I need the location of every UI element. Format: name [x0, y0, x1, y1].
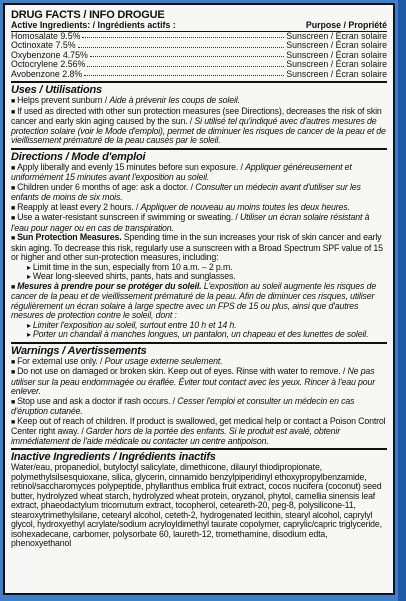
text-segment: Keep out of reach of children. If product is swallowed, get medical help or contact a Poison Control Center right away. / [11, 415, 386, 436]
active-ingredients-list [11, 32, 387, 80]
active-ingredient-row [11, 70, 387, 80]
directions-item [11, 213, 387, 233]
text-segment: Garder hors de la portée des enfants. Si le produit est avalé, obtenir immédiatement de l'aide médicale ou contacter un centre antipoison. [11, 426, 340, 446]
uses-item [11, 107, 387, 146]
leader-dots [90, 51, 284, 58]
text-segment: Si utilisé tel qu'indiqué avec d'autres mesures de protection solaire (voir le Mode d'emploi), permet de diminuer les risques de cancer de la peau et de vieillissement prématuré de la peau causés par le soleil. [11, 116, 386, 145]
directions-list [11, 163, 387, 340]
directions-item [11, 282, 387, 321]
warnings-item [11, 367, 387, 397]
directions-item [11, 163, 387, 183]
text-segment: Aide à prévenir les coups de soleil. [109, 95, 240, 105]
text-segment: Consulter un médecin avant d'utiliser sur les enfants de moins de six mois. [11, 181, 361, 202]
text-segment: Porter un chandail à manches longues, un pantalon, un chapeau et des lunettes de soleil. [32, 329, 369, 339]
directions-heading: Directions / Mode d'emploi [11, 150, 146, 163]
leader-dots [78, 41, 285, 48]
text-segment: Cesser l'emploi et consulter un médecin en cas d'éruption cutanée. [11, 395, 355, 416]
inactive-ingredients-text: Water/eau, propanediol, butyloctyl salicylate, dimethicone, dilauryl thiodipropionate, polymethylsilsesquioxane, silica, glycerin, cinnamido benzylpiperidinyl ethoxypropylbenzamide, retinol/saccharomyces polypeptide, phyllanthus emblica fruit extract, cocos nucifera (coconut) seed butter, hydrolyzed wheat starch, hydrolyzed wheat protein, oryzanol, phytol, camellia sinensis leaf extract, phaeodactylum tricornutum extract, tocopherol, ceteareth-20, peg-8, polysilicone-11, stearoxytrimethylsilane, cetearyl alcohol, ceteth-2, hydrogenated lecithin, stearyl alcohol, caprylyl glycol, hydroxyethyl acrylate/sodium acryloyldimethyl taurate copolymer, caprylic/capric triglyceride, isohexadecane, carbomer, polysorbate 60, laureth-12, tromethamine, disodium edta, phenoxyethanol [11, 462, 382, 548]
text-segment: Apply liberally and evenly 15 minutes before sun exposure. / [17, 161, 246, 172]
purpose-heading: Purpose / Propriété [305, 20, 387, 30]
warnings-list [11, 357, 387, 447]
text-segment: Spending time in the sun increases your risk of skin cancer and early skin aging. To decrease this risk, regularly use a sunscreen with a Broad Spectrum SPF value of 15 or higher and other sun-protection measures, including: [11, 232, 383, 262]
warnings-item [11, 417, 387, 447]
text-segment: Sun Protection Measures. [17, 232, 122, 242]
active-ingredient-name: Octocrylene 2.56% [11, 59, 86, 69]
active-ingredient-purpose: Sunscreen / Écran solaire [286, 40, 387, 50]
active-ingredient-name: Avobenzone 2.8% [11, 68, 83, 79]
warnings-item [11, 397, 387, 417]
divider [11, 448, 387, 450]
text-segment: Use a water-resistant sunscreen if swimming or sweating. / [17, 212, 240, 222]
text-segment: Pour usage externe seulement. [104, 355, 223, 366]
drug-facts-title: DRUG FACTS / INFO DROGUE [11, 9, 165, 21]
warnings-heading: Warnings / Avertissements [11, 344, 147, 357]
text-segment: For external use only. / [17, 355, 105, 366]
active-ingredient-purpose: Sunscreen / Écran solaire [286, 68, 387, 79]
divider [11, 81, 387, 83]
active-ingredient-purpose: Sunscreen / Écran solaire [286, 59, 387, 69]
active-ingredients-heading: Active Ingredients: / Ingrédients actifs : [11, 20, 176, 30]
text-segment: Stop use and ask a doctor if rash occurs. / [17, 395, 178, 406]
text-segment: Do not use on damaged or broken skin. Keep out of eyes. Rinse with water to remove. / [17, 366, 348, 376]
active-ingredient-name: Oxybenzone 4.75% [11, 49, 88, 60]
text-segment: Appliquer généreusement et uniformément 15 minutes avant l'exposition au soleil. [11, 161, 352, 182]
text-segment: L'exposition au soleil augmente les risques de cancer de la peau et de vieillissement prématuré de la peau. Afin de diminuer ces risques, utiliser régulièrement un écran solaire à large spectre avec un FPS de 15 ou plus, ainsi que d'autres mesures de protection contre le soleil, dont : [11, 280, 377, 320]
text-segment: Reapply at least every 2 hours. / [17, 201, 141, 212]
text-segment: If used as directed with other sun protection measures (see Directions), decreases the risk of skin cancer and early skin aging caused by the sun. / [11, 105, 382, 126]
leader-dots [87, 60, 284, 67]
text-segment: Wear long-sleeved shirts, pants, hats and sunglasses. [32, 271, 236, 281]
directions-item [11, 233, 387, 263]
leader-dots [82, 32, 284, 39]
active-ingredient-purpose: Sunscreen / Écran solaire [286, 30, 387, 41]
divider [11, 148, 387, 150]
uses-heading: Uses / Utilisations [11, 84, 102, 96]
active-ingredient-purpose: Sunscreen / Écran solaire [286, 49, 387, 60]
text-segment: Ne pas utiliser sur la peau endommagée ou éraflée. Éviter tout contact avec les yeux. Rincer à l'eau pour enlever. [11, 366, 375, 396]
active-ingredient-name: Homosalate 9.5% [11, 30, 81, 41]
background-strip [398, 0, 406, 601]
directions-item [11, 183, 387, 203]
directions-item [11, 330, 387, 340]
active-header-row [11, 21, 387, 32]
text-segment: Helps prevent sunburn / [17, 95, 110, 105]
text-segment: Appliquer de nouveau au moins toutes les deux heures. [140, 201, 350, 212]
text-segment: Limiter l'exposition au soleil, surtout entre 10 h et 14 h. [32, 319, 237, 330]
divider [11, 342, 387, 344]
text-segment: Children under 6 months of age: ask a doctor. / [17, 181, 196, 192]
active-ingredient-name: Octinoxate 7.5% [11, 40, 76, 50]
text-segment: Limit time in the sun, especially from 10 a.m. – 2 p.m. [32, 261, 233, 272]
leader-dots [84, 70, 284, 77]
drug-facts-panel [3, 3, 395, 595]
uses-list [11, 96, 387, 146]
text-segment: Mesures à prendre pour se protéger du soleil. [17, 280, 202, 291]
text-segment: Utiliser un écran solaire résistant à l'eau pour nager ou en cas de transpiration. [11, 212, 370, 233]
inactive-heading: Inactive Ingredients / Ingrédients inactifs [11, 451, 216, 463]
